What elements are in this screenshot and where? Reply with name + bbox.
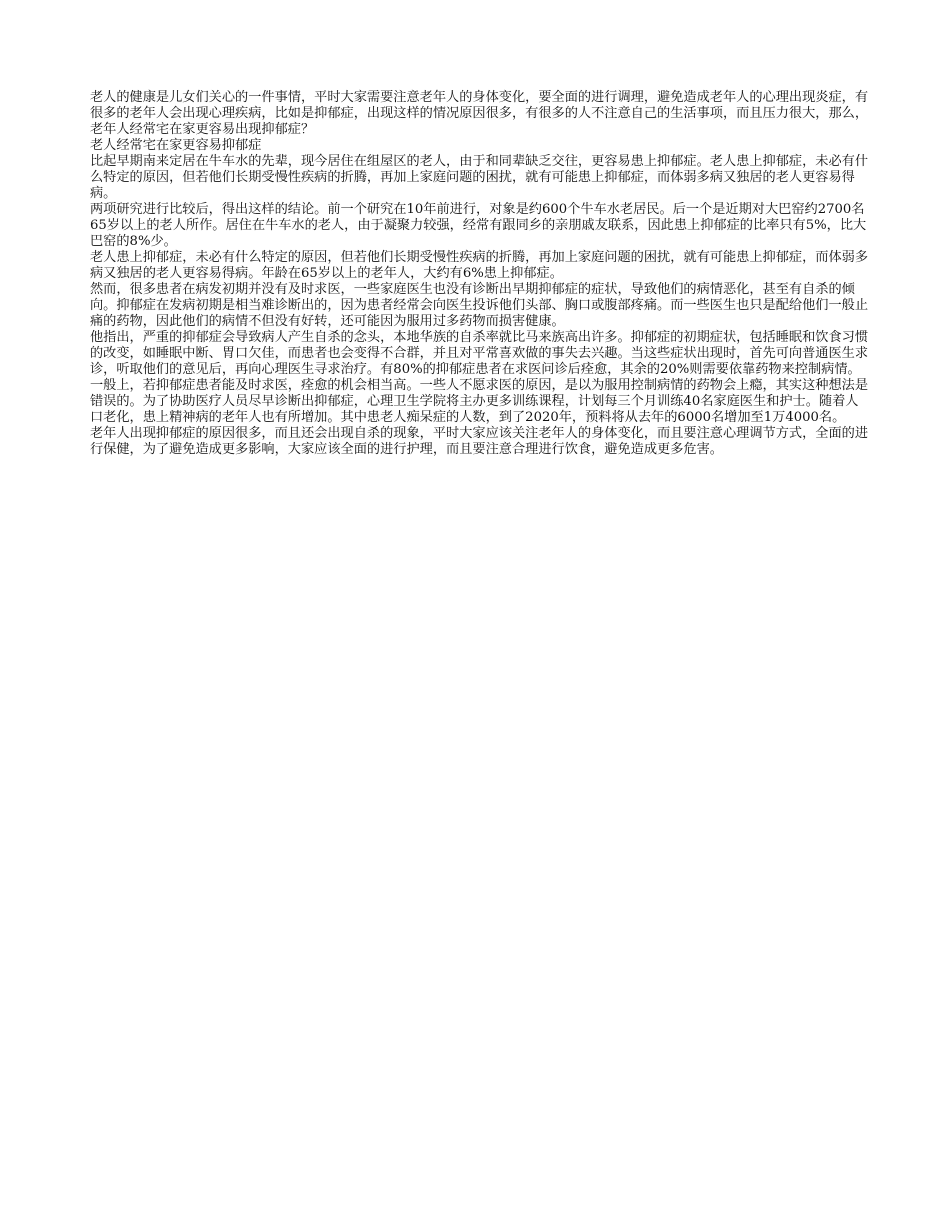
body-paragraph: 然而，很多患者在病发初期并没有及时求医，一些家庭医生也没有诊断出早期抑郁症的症状，导致他们的病情恶化，甚至有自杀的倾向。抑郁症在发病初期是相当难诊断出的，因为患者经常会向医生投诉他们头部、胸口或腹部疼痛。而一些医生也只是配给他们一般止痛的药物，因此他们的病情不但没有好转，还可能因为服用过多药物而损害健康。 (90, 282, 869, 329)
body-paragraph: 他指出，严重的抑郁症会导致病人产生自杀的念头，本地华族的自杀率就比马来族高出许多。抑郁症的初期症状，包括睡眠和饮食习惯的改变，如睡眠中断、胃口欠佳，而患者也会变得不合群，并且对平常喜欢做的事失去兴趣。当这些症状出现时，首先可向普通医生求诊，听取他们的意见后，再向心理医生寻求治疗。有80%的抑郁症患者在求医问诊后痊愈，其余的20%则需要依靠药物来控制病情。 (90, 330, 869, 377)
document-body (90, 90, 870, 458)
body-paragraph: 一般上，若抑郁症患者能及时求医，痊愈的机会相当高。一些人不愿求医的原因，是以为服用控制病情的药物会上瘾，其实这种想法是错误的。为了协助医疗人员尽早诊断出抑郁症，心理卫生学院将主办更多训练课程，计划每三个月训练40名家庭医生和护士。随着人口老化，患上精神病的老年人也有所增加。其中患老人痴呆症的人数，到了2020年，预料将从去年的6000名增加至1万4000名。 (90, 378, 869, 425)
body-paragraph: 两项研究进行比较后，得出这样的结论。前一个研究在10年前进行，对象是约600个牛车水老居民。后一个是近期对大巴窑约2700名65岁以上的老人所作。居住在牛车水的老人，由于凝聚力较强，经常有跟同乡的亲朋戚友联系，因此患上抑郁症的比率只有5%，比大巴窑的8%少。 (90, 202, 867, 249)
section-heading: 老人经常宅在家更容易抑郁症 (90, 138, 262, 153)
conclusion-paragraph: 老年人出现抑郁症的原因很多，而且还会出现自杀的现象，平时大家应该关注老年人的身体变化，而且要注意心理调节方式，全面的进行保健，为了避免造成更多影响，大家应该全面的进行护理，而且要注意合理进行饮食，避免造成更多危害。 (90, 426, 869, 457)
intro-paragraph: 老人的健康是儿女们关心的一件事情，平时大家需要注意老年人的身体变化，要全面的进行调理，避免造成老年人的心理出现炎症，有很多的老年人会出现心理疾病，比如是抑郁症，出现这样的情况原因很多，有很多的人不注意自己的生活事项，而且压力很大，那么，老年人经常宅在家更容易出现抑郁症？ (90, 90, 869, 137)
body-paragraph: 老人患上抑郁症，未必有什么特定的原因，但若他们长期受慢性疾病的折腾，再加上家庭问题的困扰，就有可能患上抑郁症，而体弱多病又独居的老人更容易得病。年龄在65岁以上的老年人，大约有6%患上抑郁症。 (90, 250, 869, 281)
body-paragraph: 比起早期南来定居在牛车水的先辈，现今居住在组屋区的老人，由于和同辈缺乏交往，更容易患上抑郁症。老人患上抑郁症，未必有什么特定的原因，但若他们长期受慢性疾病的折腾，再加上家庭问题的困扰，就有可能患上抑郁症，而体弱多病又独居的老人更容易得病。 (90, 154, 869, 201)
